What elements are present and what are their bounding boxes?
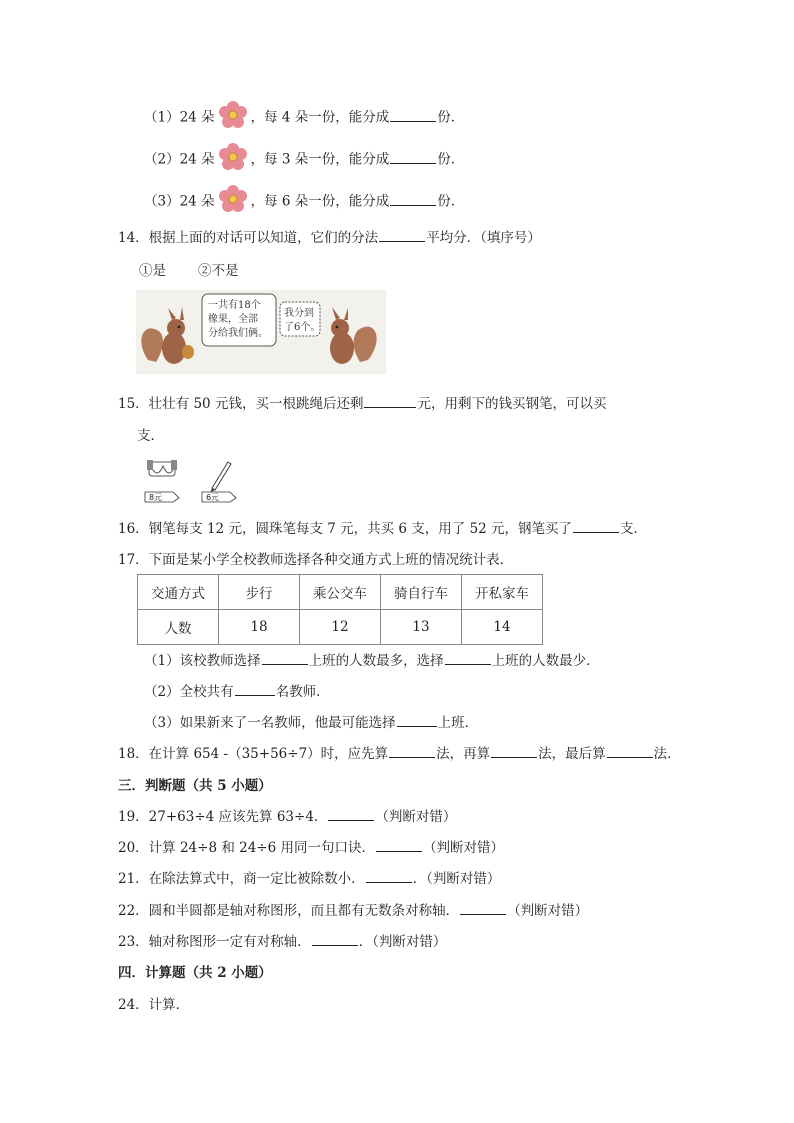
answer-blank[interactable] [366, 870, 412, 883]
q16-text [118, 519, 647, 539]
q22-text [118, 901, 588, 921]
table-cell: 12 [300, 610, 381, 645]
q21-b: ．（判断对错） [412, 871, 501, 887]
bubble2-line1: 我分到 [284, 308, 314, 319]
transport-stats-table [137, 574, 543, 645]
bubble1-line1: 一共有18个 [208, 300, 261, 311]
answer-blank[interactable] [376, 839, 422, 852]
q15-text-c: 支． [137, 428, 164, 444]
q15-text [118, 394, 606, 414]
q13-item-1 [144, 106, 464, 130]
q14-option-1[interactable]: ①是 [139, 263, 166, 279]
q24-text: 24．计算． [118, 997, 190, 1013]
q16-text-a: 16．钢笔每支 12 元，圆珠笔每支 7 元，共买 6 支，用了 52 元，钢笔买了 [118, 521, 573, 537]
pen-price: 6元 [206, 493, 220, 502]
q20-b: （判断对错） [423, 840, 505, 856]
table-cell: 18 [219, 610, 300, 645]
q19-b: （判断对错） [375, 809, 457, 825]
q23-text [118, 932, 446, 952]
answer-blank[interactable] [445, 652, 491, 665]
section-4-heading: 四．计算题（共 2 小题） [118, 965, 272, 981]
table-header-row [138, 575, 543, 610]
q15-text-b: 元，用剩下的钱买钢笔，可以买 [417, 396, 607, 412]
flower-icon [216, 100, 250, 130]
bubble1-line2: 橡果，全部 [208, 314, 258, 325]
q18-text [118, 744, 681, 764]
flower-icon [216, 142, 250, 172]
flower-icon [216, 184, 250, 214]
q17-s2a: （2）全校共有 [144, 684, 234, 700]
q19-text [118, 807, 456, 827]
answer-blank[interactable] [397, 714, 437, 727]
q13-item-2-pre: （2）24 朵 [144, 151, 215, 168]
q13-item-3 [144, 190, 464, 214]
bubble2-line2: 了6个。 [284, 322, 321, 333]
q20-text [118, 838, 504, 858]
q21-a: 21．在除法算式中，商一定比被除数小． [118, 871, 365, 887]
table-header-cell: 骑自行车 [381, 575, 462, 610]
answer-blank[interactable] [460, 902, 506, 915]
table-header-cell: 乘公交车 [300, 575, 381, 610]
q17-s1b: 上班的人数最多，选择 [308, 653, 444, 669]
table-cell: 14 [462, 610, 543, 645]
q13-item-1-pre: （1）24 朵 [144, 109, 215, 126]
q17-s3a: （3）如果新来了一名教师，他最可能选择 [144, 715, 396, 731]
q17-s1c: 上班的人数最少． [491, 653, 600, 669]
q16-text-b: 支． [620, 521, 648, 537]
answer-blank[interactable] [390, 193, 436, 206]
answer-blank[interactable] [235, 683, 275, 696]
q13-item-1-suffix: 份． [437, 109, 465, 126]
q17-title: 17．下面是某小学全校教师选择各种交通方式上班的情况统计表． [118, 552, 514, 568]
q22-b: （判断对错） [507, 903, 589, 919]
table-cell: 人数 [138, 610, 219, 645]
q18-b: 法，再算 [436, 746, 491, 762]
q13-item-3-pre: （3）24 朵 [144, 193, 215, 210]
q13-item-3-post: ，每 6 朵一份，能分成 [250, 193, 390, 210]
section-3-heading: 三．判断题（共 5 小题） [118, 778, 272, 794]
q13-item-3-suffix: 份． [437, 193, 465, 210]
answer-blank[interactable] [262, 652, 308, 665]
q17-s3b: 上班． [437, 715, 479, 731]
q18-a: 18．在计算 654 -（35+56÷7）时，应先算 [118, 746, 389, 762]
table-header-cell: 交通方式 [138, 575, 219, 610]
squirrel-dialogue-illustration [136, 290, 386, 374]
table-cell: 13 [381, 610, 462, 645]
answer-blank[interactable] [607, 745, 653, 758]
q20-a: 20．计算 24÷8 和 24÷6 用同一句口诀． [118, 840, 376, 856]
q14-text-b: 平均分．（填序号） [426, 230, 541, 246]
q18-d: 法． [653, 746, 681, 762]
q17-sub-1 [144, 651, 600, 671]
answer-blank[interactable] [390, 151, 436, 164]
q22-a: 22．圆和半圆都是轴对称图形，而且都有无数条对称轴． [118, 903, 460, 919]
q14-text-a: 14．根据上面的对话可以知道，它们的分法 [118, 230, 379, 246]
q13-item-1-post: ，每 4 朵一份，能分成 [250, 109, 390, 126]
q23-b: ．（判断对错） [358, 934, 447, 950]
q17-s1a: （1）该校教师选择 [144, 653, 261, 669]
q14-text [118, 228, 541, 248]
q13-item-2-suffix: 份． [437, 151, 465, 168]
answer-blank[interactable] [389, 745, 435, 758]
q13-item-2-post: ，每 3 朵一份，能分成 [250, 151, 390, 168]
answer-blank[interactable] [390, 109, 436, 122]
q15-text-a: 15．壮壮有 50 元钱，买一根跳绳后还剩 [118, 396, 364, 412]
answer-blank[interactable] [573, 520, 619, 533]
q13-item-2 [144, 148, 464, 172]
bubble1-line3: 分给我们俩。 [208, 328, 268, 339]
q23-a: 23．轴对称图形一定有对称轴． [118, 934, 311, 950]
q19-a: 19．27+63÷4 应该先算 63÷4． [118, 809, 328, 825]
q14-option-2[interactable]: ②不是 [198, 263, 239, 279]
answer-blank[interactable] [328, 808, 374, 821]
q17-sub-3 [144, 713, 478, 733]
answer-blank[interactable] [364, 395, 416, 408]
table-header-cell: 开私家车 [462, 575, 543, 610]
q18-c: 法，最后算 [538, 746, 606, 762]
answer-blank[interactable] [379, 229, 425, 242]
jump-rope-price: 8元 [149, 493, 163, 502]
q17-s2b: 名教师． [275, 684, 330, 700]
q17-sub-2 [144, 682, 330, 702]
table-row [138, 610, 543, 645]
q21-text [118, 869, 500, 889]
answer-blank[interactable] [491, 745, 537, 758]
answer-blank[interactable] [312, 933, 358, 946]
table-header-cell: 步行 [219, 575, 300, 610]
